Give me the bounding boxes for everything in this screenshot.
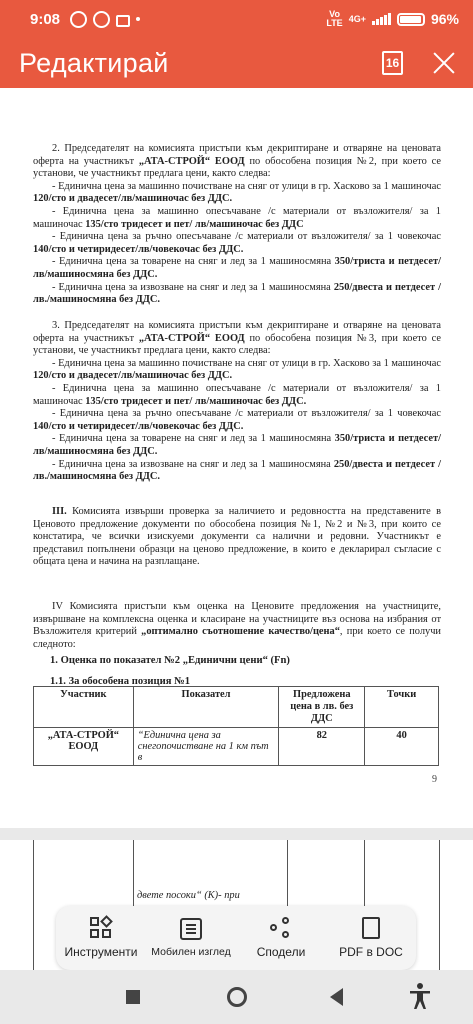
- share-icon: [270, 917, 292, 939]
- status-time: 9:08: [30, 10, 61, 28]
- notification-icon: [70, 11, 87, 28]
- home-button[interactable]: [227, 987, 247, 1007]
- list-item: - Единична цена за извозване на сняг и лед за 1 машиносмяна 250/двеста и петдесет /лв./машиносмяна без ДДС.: [33, 281, 441, 306]
- bottom-toolbar: [56, 906, 416, 970]
- score-table: [33, 686, 439, 766]
- list-item: - Единична цена за машинно почистване на сняг от улици в гр. Хасково за 1 машиночас 120/сто и двадесет/лв/машиночас без ДДС.: [33, 180, 441, 205]
- grid-icon: [90, 917, 112, 939]
- mobile-view-button[interactable]: Мобилен изглед: [146, 906, 236, 970]
- heading-lot-1: 1.1. За обособена позиция №1: [50, 676, 191, 687]
- tools-button[interactable]: Инструменти: [56, 906, 146, 970]
- table-row: „АТА-СТРОЙ“ ЕООД “Единична цена за снегопочистване на 1 км път в 82 40: [34, 728, 439, 766]
- network-type: 4G+: [348, 13, 366, 24]
- page-number: 9: [432, 774, 437, 785]
- page-indicator-button[interactable]: 16: [382, 51, 403, 75]
- list-item: - Единична цена за товарене на сняг и лед за 1 машиносмяна 350/триста и петдесет/лв/машиносмяна без ДДС.: [33, 256, 441, 280]
- list-item: - Единична цена за машинно опесъчаване /с материали от възложителя/ за 1 машиночас 135/сто тридесет и пет/ лв/машиночас без ДДС.: [33, 382, 441, 407]
- page-title: Редактирай: [19, 47, 169, 78]
- battery-icon: [397, 13, 425, 26]
- more-notifications-icon: [136, 17, 140, 21]
- list-item: - Единична цена за машинно опесъчаване /с материали от възложителя/ за 1 машиночас 135/сто тридесет и пет/ лв/машиночас без ДДС: [33, 205, 441, 230]
- list-item: - Единична цена за товарене на сняг и лед за 1 машиносмяна 350/триста и петдесет/лв/машиносмяна без ДДС.: [33, 433, 441, 457]
- volte-icon: Vo LTE: [326, 9, 343, 28]
- list-item: - Единична цена за ръчно опесъчаване /с материали от възложителя/ за 1 човекочас 140/сто и четиридесет/лв/човекочас без ДДС.: [33, 408, 441, 432]
- mobile-view-icon: [180, 918, 202, 940]
- pdf-to-doc-button[interactable]: PDF в DOC: [326, 906, 416, 970]
- share-button[interactable]: Сподели: [236, 906, 326, 970]
- system-nav-bar: [0, 970, 473, 1024]
- table-header-row: Участник Показател Предложена цена в лв. без ДДС Точки: [34, 687, 439, 728]
- paragraph-3: 3. Председателят на комисията пристъпи към декриптиране и отваряне на ценовата оферта на участникът „АТА-СТРОЙ“ ЕООД по обособена позиция №3, при което се установи, че участникът предлага цени, както следва: - Единична цена за машинно почистване на сняг от улици в гр. Хасково за 1 машиночас 120/сто и двадесет/лв/машиночас без ДДС. - Единична цена за машинно опесъчаване /с материали от възложителя/ за 1 машиночас 135/сто тридесет и пет/ лв/машиночас без ДДС. - Единична цена за ръчно опесъчаване /с материали от възложителя/ за 1 човекочас 140/сто и четиридесет/лв/човекочас без ДДС. - Единична цена за товарене на сняг и лед за 1 машиносмяна 350/триста и петдесет/лв/машиносмяна без ДДС. - Единична цена за извозване на сняг и лед за 1 машиносмяна 250/двеста и петдесет /лв./машиносмяна без ДДС.: [33, 320, 441, 483]
- recent-apps-button[interactable]: [126, 990, 140, 1004]
- list-item: - Единична цена за машинно почистване на сняг от улици в гр. Хасково за 1 машиночас 120/сто и двадесет/лв/машиночас без ДДС.: [33, 357, 441, 382]
- signal-icon: [372, 13, 391, 25]
- app-bar: [0, 38, 473, 88]
- pdf-to-doc-icon: [362, 917, 380, 939]
- list-item: - Единична цена за ръчно опесъчаване /с материали от възложителя/ за 1 човекочас 140/сто и четиридесет/лв/човекочас без ДДС.: [33, 231, 441, 255]
- section-4: IV Комисията пристъпи към оценка на Ценовите предложения на участниците, извършване на комплексна оценка и класиране на участниците въз основа на избрания от Възложителя критерий „оптимално съотношение качество/цена“, при което се получи следното:: [33, 601, 441, 650]
- battery-percent: 96%: [430, 11, 459, 27]
- list-item: - Единична цена за извозване на сняг и лед за 1 машиносмяна 250/двеста и петдесет /лв./машиносмяна без ДДС.: [33, 458, 441, 483]
- back-button[interactable]: [330, 988, 343, 1006]
- document-page[interactable]: [0, 88, 473, 828]
- section-3: III. Комисията извърши проверка за наличието и редовността на представените в Ценовото предложение документи по обособена позиция №1, №2 и №3, при които се констатира, че всички изискуеми документи са налични и редовни. Участникът е представил попълнени образци на ценово предложение, в които е декларирал съгласие с общата цена и начина на разплащане.: [33, 506, 441, 568]
- home-app-icon: [116, 15, 130, 27]
- accessibility-icon[interactable]: [408, 982, 432, 1010]
- partial-table-text: двете посоки“ (К)- при: [137, 890, 240, 901]
- status-bar: [0, 0, 473, 38]
- heading-evaluation: 1. Оценка по показател №2 „Единични цени“ (Fn): [50, 655, 290, 666]
- messenger-icon: [93, 11, 110, 28]
- close-icon[interactable]: [433, 52, 455, 74]
- paragraph-2: 2. Председателят на комисията пристъпи към декриптиране и отваряне на ценовата оферта на участникът „АТА-СТРОЙ“ ЕООД по обособена позиция №2, при което се установи, че участникът предлага цени, както следва: - Единична цена за машинно почистване на сняг от улици в гр. Хасково за 1 машиночас 120/сто и двадесет/лв/машиночас без ДДС. - Единична цена за машинно опесъчаване /с материали от възложителя/ за 1 машиночас 135/сто тридесет и пет/ лв/машиночас без ДДС - Единична цена за ръчно опесъчаване /с материали от възложителя/ за 1 човекочас 140/сто и четиридесет/лв/човекочас без ДДС. - Единична цена за товарене на сняг и лед за 1 машиносмяна 350/триста и петдесет/лв/машиносмяна без ДДС. - Единична цена за извозване на сняг и лед за 1 машиносмяна 250/двеста и петдесет /лв./машиносмяна без ДДС.: [33, 143, 441, 306]
